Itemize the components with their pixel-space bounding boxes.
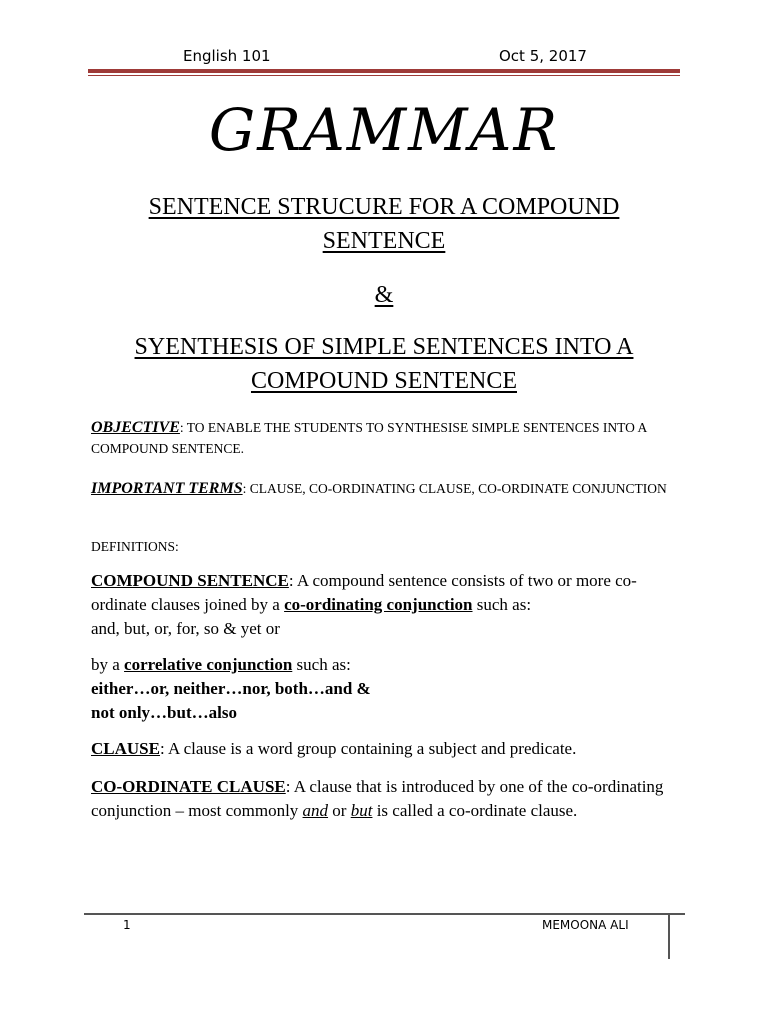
correlative-conjunction-term: correlative conjunction <box>124 655 293 674</box>
coordinating-conjunction-examples: and, but, or, for, so & yet or <box>91 619 280 638</box>
ampersand-separator: & <box>374 282 394 308</box>
header-rule-thin <box>88 75 680 76</box>
objective-text: : TO ENABLE THE STUDENTS TO SYNTHESISE SIMPLE SENTENCES INTO A COMPOUND SENTENCE. <box>91 420 647 456</box>
coordinate-clause-text: : A clause that is introduced by one of the co-ordinating conjunction – most commonly <box>91 777 664 820</box>
objective-label: OBJECTIVE <box>91 419 180 436</box>
important-terms-label: IMPORTANT TERMS <box>91 480 243 497</box>
correlative-examples-line1: either…or, neither…nor, both…and & <box>91 679 371 698</box>
correlative-examples-line2: not only…but…also <box>91 703 237 722</box>
footer-vertical-rule <box>668 915 670 959</box>
compound-sentence-text-end: such as: <box>472 595 532 614</box>
word-but: but <box>350 801 373 820</box>
coordinate-clause-term: CO-ORDINATE CLAUSE <box>91 777 286 796</box>
heading-sentence-structure-line1: SENTENCE STRUCURE FOR A COMPOUND <box>148 194 620 220</box>
correlative-suffix: such as: <box>292 655 351 674</box>
heading-sentence-structure <box>84 190 684 258</box>
correlative-prefix: by a <box>91 655 125 674</box>
important-terms-text: : CLAUSE, CO-ORDINATING CLAUSE, CO-ORDINATE CONJUNCTION <box>242 481 667 496</box>
coordinating-conjunction-term: co-ordinating conjunction <box>284 595 473 614</box>
correlative-conjunction-definition <box>91 653 681 725</box>
header-rule <box>88 69 680 73</box>
page-title: GRAMMAR <box>208 96 560 164</box>
footer-rule <box>84 913 685 915</box>
definitions-heading: DEFINITIONS: <box>91 539 179 554</box>
author-name: MEMOONA ALI <box>542 918 629 932</box>
important-terms-paragraph <box>91 478 681 499</box>
heading-synthesis-line2: COMPOUND SENTENCE <box>250 368 517 394</box>
course-name: English 101 <box>183 47 271 65</box>
heading-synthesis-line1: SYENTHESIS OF SIMPLE SENTENCES INTO A <box>134 334 634 360</box>
compound-sentence-term: COMPOUND SENTENCE <box>91 571 289 590</box>
coordinate-clause-definition <box>91 775 681 823</box>
compound-sentence-definition <box>91 569 681 641</box>
coordinate-clause-text-or: or <box>328 801 351 820</box>
clause-definition <box>91 737 681 761</box>
clause-text: : A clause is a word group containing a subject and predicate. <box>159 739 577 758</box>
objective-paragraph <box>91 417 681 459</box>
page-number: 1 <box>123 918 131 932</box>
compound-sentence-text: : A compound sentence consists of two or more co-ordinate clauses joined by a <box>91 571 637 614</box>
word-and: and <box>302 801 329 820</box>
document-date: Oct 5, 2017 <box>499 47 587 65</box>
coordinate-clause-text-end: is called a co-ordinate clause. <box>372 801 578 820</box>
heading-sentence-structure-line2: SENTENCE <box>322 228 446 254</box>
heading-synthesis <box>84 330 684 398</box>
clause-term: CLAUSE <box>91 739 160 758</box>
